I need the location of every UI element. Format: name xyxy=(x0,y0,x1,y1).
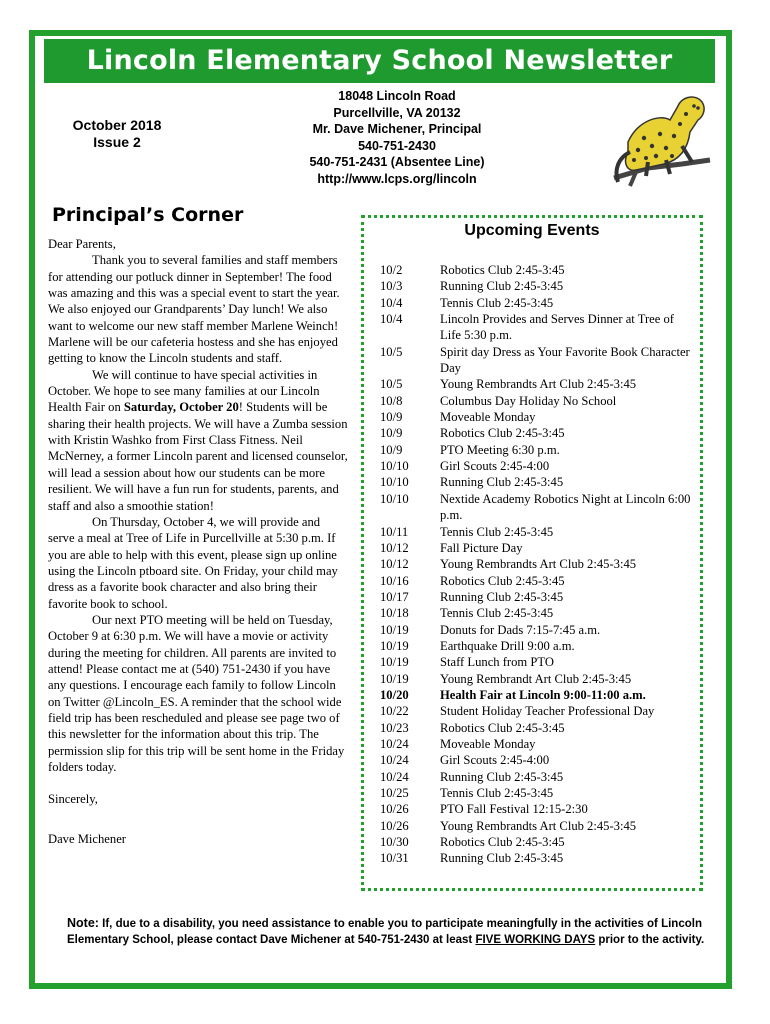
event-item xyxy=(380,622,698,638)
event-text: Tennis Club 2:45-3:45 xyxy=(440,606,554,621)
letter-greeting: Dear Parents, xyxy=(48,237,116,251)
event-item xyxy=(380,654,698,670)
events-list xyxy=(380,262,698,867)
event-date: 10/25 xyxy=(380,786,409,800)
note-text-b: prior to the activity. xyxy=(595,934,705,946)
event-item xyxy=(380,736,698,752)
event-date: 10/4 xyxy=(380,312,403,327)
principal-letter xyxy=(48,236,348,847)
note-emphasis: FIVE WORKING DAYS xyxy=(475,934,596,946)
event-item xyxy=(380,573,698,589)
event-item xyxy=(380,262,698,278)
event-item xyxy=(380,703,698,719)
event-date: 10/24 xyxy=(380,769,409,784)
event-date: 10/19 xyxy=(380,638,409,653)
event-date: 10/9 xyxy=(380,410,403,425)
event-item xyxy=(380,442,698,458)
event-text: Spirit day Dress as Your Favorite Book Character Day xyxy=(440,344,690,376)
event-date: 10/8 xyxy=(380,393,403,408)
event-text: PTO Meeting 6:30 p.m. xyxy=(440,442,560,457)
event-text: Moveable Monday xyxy=(440,736,536,751)
event-item xyxy=(380,801,698,817)
principals-corner-title: Principal’s Corner xyxy=(52,204,244,226)
cheetah-mascot-icon xyxy=(608,86,718,192)
newsletter-title: Lincoln Elementary School Newsletter xyxy=(44,39,715,83)
event-text: Tennis Club 2:45-3:45 xyxy=(440,295,554,310)
event-item xyxy=(380,638,698,654)
city: Purcellville, VA 20132 xyxy=(333,105,461,120)
event-date: 10/19 xyxy=(380,655,409,670)
issue-info xyxy=(52,117,182,151)
p2-text-b: ! Students will be sharing their health projects. We will have a Zumba session with Kristin Washko from First Class Fitness. Neil McNerney, a former Lincoln parent and licensed counselor, will lead a session about how our students can be more resilient. We will have a fun run for students, parents, and staff and also a smoothie station! xyxy=(48,400,348,513)
note-label: Note: xyxy=(67,916,99,930)
event-date: 10/4 xyxy=(380,295,403,310)
event-text: Running Club 2:45-3:45 xyxy=(440,851,564,866)
event-item xyxy=(380,589,698,605)
event-item xyxy=(380,458,698,474)
event-item xyxy=(380,720,698,736)
absentee-line: 540-751-2431 (Absentee Line) xyxy=(309,155,485,170)
event-item xyxy=(380,687,698,703)
event-text: Columbus Day Holiday No School xyxy=(440,393,617,408)
issue-date: October 2018 xyxy=(72,117,162,133)
event-date: 10/30 xyxy=(380,835,409,850)
website-link[interactable]: http://www.lcps.org/lincoln xyxy=(317,171,477,186)
event-date: 10/12 xyxy=(380,557,409,572)
event-item xyxy=(380,850,698,866)
event-text: Earthquake Drill 9:00 a.m. xyxy=(440,638,575,653)
event-date: 10/19 xyxy=(380,671,409,686)
event-item xyxy=(380,409,698,425)
event-text: Nextide Academy Robotics Night at Lincoln 6:00 p.m. xyxy=(440,491,691,523)
event-date: 10/3 xyxy=(380,279,403,294)
letter-closing: Sincerely, xyxy=(48,792,98,807)
event-date: 10/24 xyxy=(380,753,409,768)
event-text: Robotics Club 2:45-3:45 xyxy=(440,426,565,441)
event-item xyxy=(380,818,698,834)
event-text: Student Holiday Teacher Professional Day xyxy=(440,704,655,719)
event-text: Young Rembrandts Art Club 2:45-3:45 xyxy=(440,377,637,392)
event-item xyxy=(380,785,698,801)
event-date: 10/26 xyxy=(380,818,409,833)
event-item xyxy=(380,344,698,377)
street: 18048 Lincoln Road xyxy=(338,89,456,103)
event-text: Health Fair at Lincoln 9:00-11:00 a.m. xyxy=(440,687,646,702)
event-item xyxy=(380,540,698,556)
letter-signature: Dave Michener xyxy=(48,831,126,846)
p2-text-a: We will continue to have special activities in October. We hope to see many families at our Lincoln Health Fair on xyxy=(48,367,320,415)
event-item xyxy=(380,393,698,409)
letter-paragraph-3: On Thursday, October 4, we will provide and serve a meal at Tree of Life in Purcellville at 5:30 p.m. If you are able to help with this event, please sign up online using the Lincoln ptboard site. On Friday, your child may dress as a favorite book character and also bring their favorite book to school. xyxy=(48,514,338,611)
event-date: 10/22 xyxy=(380,704,409,719)
event-item xyxy=(380,524,698,540)
event-text: Fall Picture Day xyxy=(440,540,523,555)
event-text: Young Rembrandts Art Club 2:45-3:45 xyxy=(440,557,637,572)
event-text: Robotics Club 2:45-3:45 xyxy=(440,835,565,850)
event-date: 10/2 xyxy=(380,263,403,277)
event-date: 10/17 xyxy=(380,589,409,604)
event-item xyxy=(380,474,698,490)
event-date: 10/23 xyxy=(380,720,409,735)
event-text: Robotics Club 2:45-3:45 xyxy=(440,573,565,588)
event-text: PTO Fall Festival 12:15-2:30 xyxy=(440,802,588,817)
event-date: 10/20 xyxy=(380,687,409,702)
principal: Mr. Dave Michener, Principal xyxy=(312,122,482,137)
event-text: Young Rembrandts Art Club 2:45-3:45 xyxy=(440,818,637,833)
event-text: Robotics Club 2:45-3:45 xyxy=(440,720,565,735)
event-text: Lincoln Provides and Serves Dinner at Tree of Life 5:30 p.m. xyxy=(440,312,674,343)
event-item xyxy=(380,769,698,785)
event-text: Tennis Club 2:45-3:45 xyxy=(440,524,554,539)
health-fair-date: Saturday, October 20 xyxy=(123,400,239,415)
event-date: 10/19 xyxy=(380,622,409,637)
event-text: Running Club 2:45-3:45 xyxy=(440,279,564,294)
issue-number: Issue 2 xyxy=(93,134,141,150)
event-item xyxy=(380,425,698,441)
event-date: 10/5 xyxy=(380,377,403,392)
event-date: 10/12 xyxy=(380,540,409,555)
note-text-a: If, due to a disability, you need assistance to enable you to participate meaningfully in the activities of Lincoln Elementary School, please contact Dave Michener at 540-751-2430 at least xyxy=(67,918,702,946)
event-date: 10/24 xyxy=(380,736,409,751)
event-text: Running Club 2:45-3:45 xyxy=(440,769,564,784)
event-text: Moveable Monday xyxy=(440,410,536,425)
event-text: Donuts for Dads 7:15-7:45 a.m. xyxy=(440,622,601,637)
event-item xyxy=(380,311,698,344)
event-date: 10/10 xyxy=(380,491,409,506)
letter-paragraph-1: Thank you to several families and staff members for attending our potluck dinner in September! The food was amazing and this was a special event to start the year. We also enjoyed our Grandparents’ Day lunch! We also want to welcome our new staff member Marlene Weinch! Marlene will be our cafeteria hostess and she has enjoyed getting to know the Lincoln students and staff. xyxy=(48,253,340,366)
events-title: Upcoming Events xyxy=(464,222,600,239)
event-item xyxy=(380,834,698,850)
event-text: Girl Scouts 2:45-4:00 xyxy=(440,753,550,768)
event-date: 10/16 xyxy=(380,573,409,588)
event-text: Staff Lunch from PTO xyxy=(440,655,554,670)
event-date: 10/10 xyxy=(380,459,409,474)
event-date: 10/31 xyxy=(380,851,409,866)
event-date: 10/9 xyxy=(380,426,403,441)
event-item xyxy=(380,295,698,311)
phone: 540-751-2430 xyxy=(358,138,436,153)
event-item xyxy=(380,752,698,768)
event-date: 10/11 xyxy=(380,524,409,539)
event-date: 10/26 xyxy=(380,802,409,817)
event-item xyxy=(380,556,698,572)
school-address xyxy=(282,88,512,188)
event-date: 10/18 xyxy=(380,606,409,621)
event-text: Girl Scouts 2:45-4:00 xyxy=(440,459,550,474)
event-item xyxy=(380,491,698,524)
event-date: 10/5 xyxy=(380,344,403,359)
letter-paragraph-4: Our next PTO meeting will be held on Tuesday, October 9 at 6:30 p.m. We will have a movie or activity during the meeting for children. All parents are invited to attend! Please contact me at (540) 751-2430 if you have any questions. I encourage each family to follow Lincoln on Twitter @Lincoln_ES. A reminder that the school wide field trip has been rescheduled and please see page two of this newsletter for the information about this trip. The permission slip for this trip will be sent home in the Friday folders today. xyxy=(48,612,345,774)
event-date: 10/9 xyxy=(380,442,403,457)
event-date: 10/10 xyxy=(380,475,409,490)
event-item xyxy=(380,376,698,392)
event-item xyxy=(380,671,698,687)
event-text: Running Club 2:45-3:45 xyxy=(440,475,564,490)
letter-paragraph-2 xyxy=(48,367,348,514)
accessibility-note xyxy=(67,915,707,948)
event-text: Young Rembrandt Art Club 2:45-3:45 xyxy=(440,671,632,686)
event-item xyxy=(380,605,698,621)
event-item xyxy=(380,278,698,294)
event-text: Tennis Club 2:45-3:45 xyxy=(440,786,554,800)
event-text: Robotics Club 2:45-3:45 xyxy=(440,263,565,277)
event-text: Running Club 2:45-3:45 xyxy=(440,589,564,604)
